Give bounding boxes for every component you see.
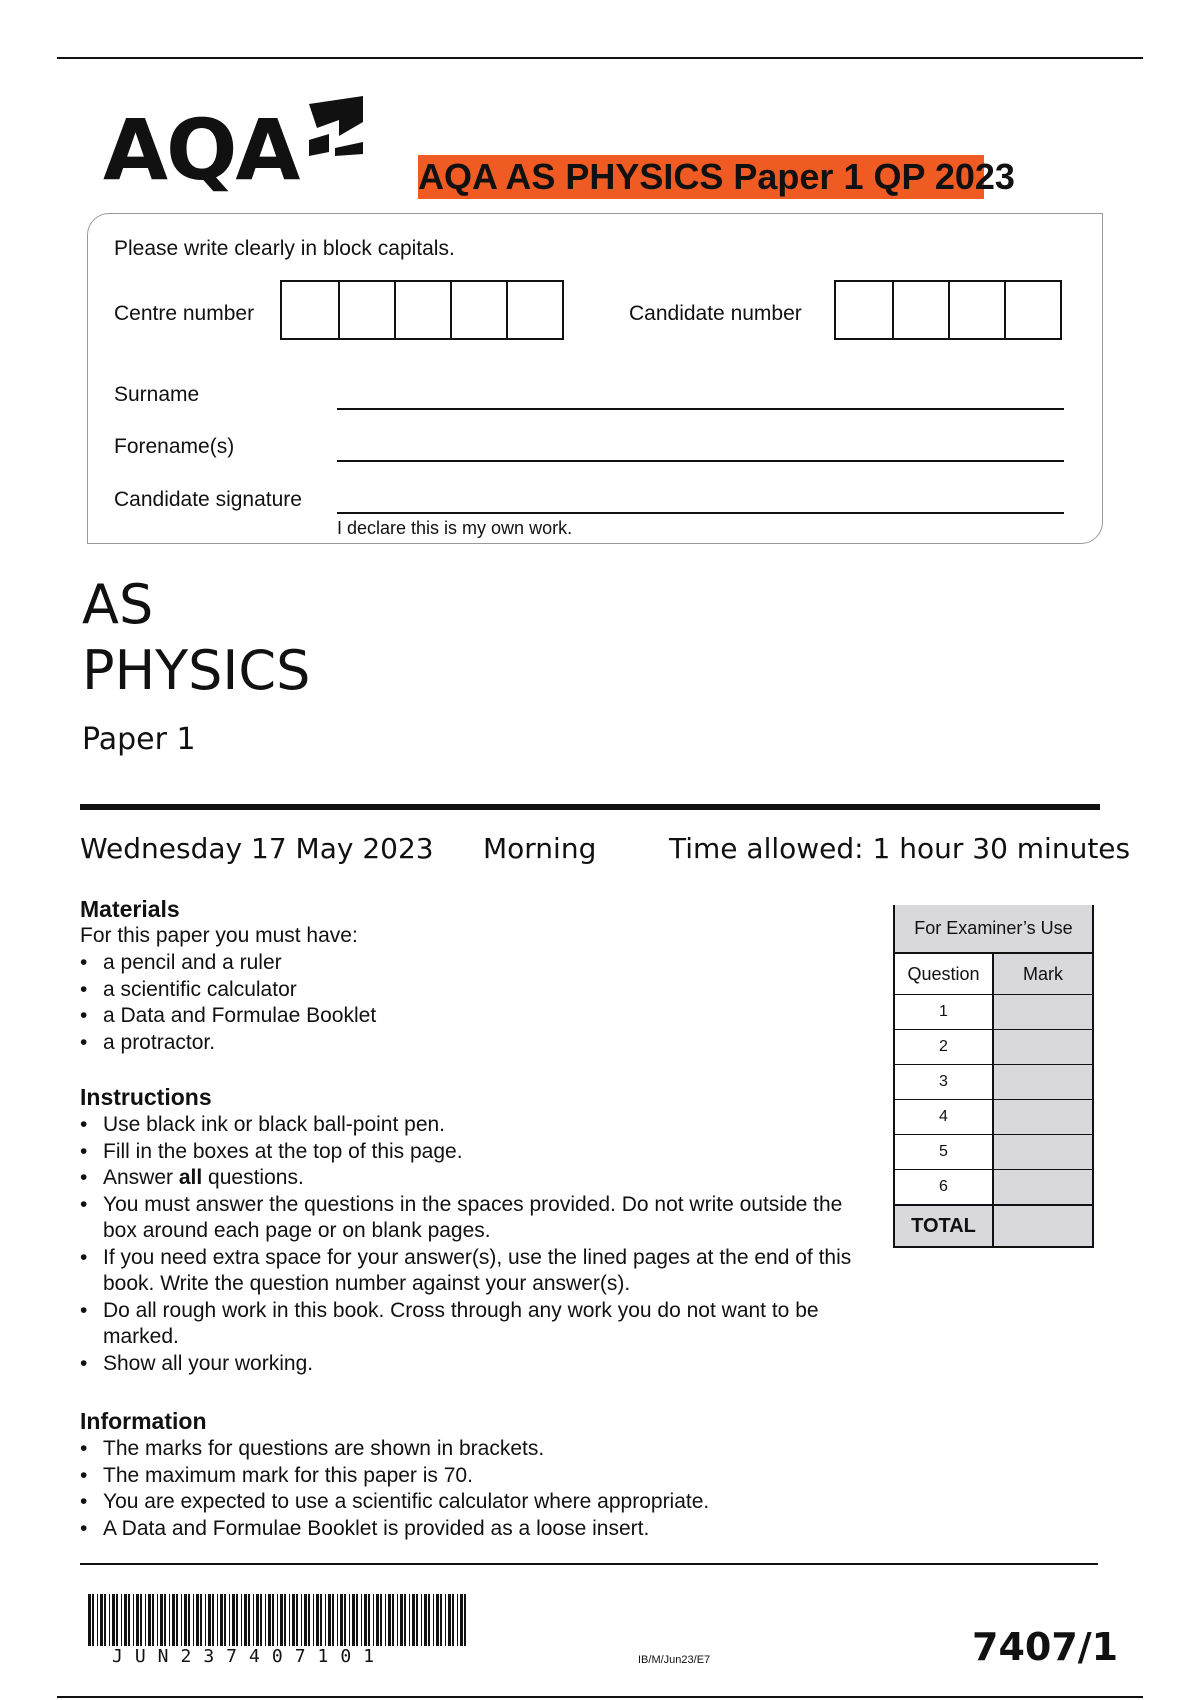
barcode-bar — [428, 1594, 430, 1646]
barcode-bar — [100, 1594, 103, 1646]
barcode-bar — [236, 1594, 238, 1646]
forename-label: Forename(s) — [114, 435, 235, 458]
document-reference: IB/M/Jun23/E7 — [638, 1654, 711, 1666]
barcode-bar — [133, 1594, 134, 1646]
question-number: 6 — [895, 1170, 994, 1204]
question-number: 4 — [895, 1100, 994, 1134]
list-item: • The maximum mark for this paper is 70. — [80, 1463, 880, 1490]
barcode-bar — [224, 1594, 226, 1646]
list-item: • You must answer the questions in the spaces provided. Do not write outside the box around each page or on blank pages. — [80, 1192, 860, 1245]
barcode-bar — [253, 1594, 254, 1646]
instructions-list — [80, 1112, 860, 1377]
candidate-number-label: Candidate number — [629, 302, 802, 325]
barcode-bar — [92, 1594, 94, 1646]
barcode-bar — [440, 1594, 442, 1646]
barcode-bar — [172, 1594, 175, 1646]
question-number: 2 — [895, 1030, 994, 1064]
list-item: • Do all rough work in this book. Cross through any work you do not want to be marked. — [80, 1298, 860, 1351]
materials-intro: For this paper you must have: — [80, 924, 358, 947]
barcode-bar — [448, 1594, 451, 1646]
candidate-number-digit[interactable] — [948, 282, 1004, 338]
barcode-bar — [284, 1594, 286, 1646]
list-item: • You are expected to use a scientific calculator where appropriate. — [80, 1489, 880, 1516]
barcode-bar — [316, 1594, 319, 1646]
barcode-bar — [260, 1594, 262, 1646]
barcode-bar — [328, 1594, 331, 1646]
candidate-number-boxes[interactable] — [834, 280, 1062, 340]
barcode-bar — [241, 1594, 242, 1646]
signature-label: Candidate signature — [114, 488, 302, 511]
barcode-bar — [157, 1594, 158, 1646]
barcode-bar — [445, 1594, 446, 1646]
barcode-bar — [188, 1594, 190, 1646]
list-item: • A Data and Formulae Booklet is provided as a loose insert. — [80, 1516, 880, 1543]
examiner-table-header — [895, 954, 1092, 995]
barcode-bar — [232, 1594, 235, 1646]
list-item: • Answer all questions. — [80, 1165, 860, 1192]
barcode-bar — [148, 1594, 151, 1646]
barcode-bar — [361, 1594, 362, 1646]
barcode-bar — [409, 1594, 410, 1646]
barcode-bar — [200, 1594, 202, 1646]
aqa-logo-mark-icon — [309, 96, 363, 156]
centre-number-digit[interactable] — [282, 282, 338, 338]
barcode-bar — [169, 1594, 170, 1646]
question-column-header: Question — [895, 954, 994, 994]
list-item: • a scientific calculator — [80, 977, 880, 1004]
barcode-bar — [104, 1594, 106, 1646]
table-row — [895, 1170, 1092, 1206]
barcode-bar — [416, 1594, 418, 1646]
barcode-bar — [145, 1594, 146, 1646]
barcode-bar — [277, 1594, 278, 1646]
mark-cell — [994, 995, 1092, 1029]
candidate-number-digit[interactable] — [892, 282, 948, 338]
barcode-bar — [433, 1594, 434, 1646]
time-allowed: Time allowed: 1 hour 30 minutes — [669, 832, 1131, 865]
document-title — [418, 155, 1015, 199]
subject-rule — [80, 804, 1100, 810]
barcode-bar — [388, 1594, 391, 1646]
mark-column-header: Mark — [994, 954, 1092, 994]
materials-list — [80, 950, 880, 1056]
barcode-bar — [121, 1594, 122, 1646]
exam-session: Morning — [483, 832, 597, 865]
subject-level: AS — [82, 573, 154, 636]
barcode-bar — [292, 1594, 295, 1646]
barcode-bar — [452, 1594, 454, 1646]
question-number: 3 — [895, 1065, 994, 1099]
barcode-bar — [88, 1594, 91, 1646]
paper-code: 7407/1 — [972, 1625, 1119, 1669]
barcode-bar — [208, 1594, 211, 1646]
barcode-bar — [193, 1594, 194, 1646]
list-item: • a pencil and a ruler — [80, 950, 880, 977]
barcode-bar — [248, 1594, 250, 1646]
barcode-bar — [373, 1594, 374, 1646]
top-rule — [57, 57, 1143, 59]
barcode-bar — [265, 1594, 266, 1646]
mark-cell — [994, 1135, 1092, 1169]
question-number: 5 — [895, 1135, 994, 1169]
barcode-bar — [436, 1594, 439, 1646]
barcode-bar — [116, 1594, 118, 1646]
table-row — [895, 995, 1092, 1030]
barcode-bar — [164, 1594, 166, 1646]
table-row — [895, 1030, 1092, 1065]
barcode-bar — [424, 1594, 427, 1646]
barcode-bar — [212, 1594, 214, 1646]
instructions-heading: Instructions — [80, 1084, 212, 1110]
barcode-bar — [385, 1594, 386, 1646]
barcode-bar — [268, 1594, 271, 1646]
barcode-bar — [308, 1594, 310, 1646]
question-number: 1 — [895, 995, 994, 1029]
centre-number-digit[interactable] — [394, 282, 450, 338]
mark-cell — [994, 1100, 1092, 1134]
mark-cell — [994, 1170, 1092, 1204]
barcode-bar — [152, 1594, 154, 1646]
list-item: • The marks for questions are shown in brackets. — [80, 1436, 880, 1463]
centre-number-label: Centre number — [114, 302, 255, 325]
total-mark-cell — [994, 1206, 1092, 1246]
barcode-bar — [244, 1594, 247, 1646]
information-list — [80, 1436, 880, 1542]
barcode-bar — [320, 1594, 322, 1646]
barcode-icon — [88, 1594, 468, 1646]
barcode-bar — [181, 1594, 182, 1646]
aqa-logo-text: AQA — [103, 101, 299, 199]
barcode-bar — [272, 1594, 274, 1646]
barcode-bar — [392, 1594, 394, 1646]
list-item: • Fill in the boxes at the top of this page. — [80, 1139, 860, 1166]
list-item: • Show all your working. — [80, 1351, 860, 1378]
barcode-bar — [460, 1594, 463, 1646]
barcode-bar — [376, 1594, 379, 1646]
barcode-bar — [301, 1594, 302, 1646]
bottom-rule — [57, 1696, 1143, 1698]
barcode-bar — [404, 1594, 406, 1646]
list-item: • a Data and Formulae Booklet — [80, 1003, 880, 1030]
table-row — [895, 1135, 1092, 1170]
candidate-number-digit[interactable] — [836, 282, 892, 338]
barcode-bar — [368, 1594, 370, 1646]
mark-cell — [994, 1065, 1092, 1099]
barcode-bar — [457, 1594, 458, 1646]
barcode-bar — [352, 1594, 355, 1646]
materials-heading: Materials — [80, 896, 180, 922]
barcode-bar — [176, 1594, 178, 1646]
barcode-bar — [356, 1594, 358, 1646]
barcode-bar — [196, 1594, 199, 1646]
barcode-bar — [400, 1594, 403, 1646]
barcode-bar — [296, 1594, 298, 1646]
barcode-bar — [229, 1594, 230, 1646]
barcode-bar — [160, 1594, 163, 1646]
barcode-bar — [337, 1594, 338, 1646]
barcode-bar — [313, 1594, 314, 1646]
examiner-table — [893, 905, 1094, 1248]
barcode-bar — [112, 1594, 115, 1646]
barcode-bar — [464, 1594, 466, 1646]
barcode-bar — [256, 1594, 259, 1646]
barcode-text: JUN237407101 — [112, 1646, 387, 1667]
candidate-number-digit[interactable] — [1004, 282, 1060, 338]
barcode-bar — [364, 1594, 367, 1646]
barcode-bar — [289, 1594, 290, 1646]
barcode-bar — [124, 1594, 127, 1646]
subject-name: PHYSICS — [82, 639, 311, 702]
examiner-table-title: For Examiner’s Use — [895, 905, 1092, 954]
barcode-bar — [349, 1594, 350, 1646]
barcode-bar — [340, 1594, 343, 1646]
surname-line[interactable] — [337, 408, 1064, 410]
barcode-bar — [184, 1594, 187, 1646]
total-label: TOTAL — [895, 1206, 994, 1246]
footer-rule — [80, 1563, 1098, 1565]
centre-number-digit[interactable] — [450, 282, 506, 338]
barcode-bar — [332, 1594, 334, 1646]
information-heading: Information — [80, 1408, 207, 1434]
document-title-text: AQA AS PHYSICS Paper 1 QP 2023 — [418, 156, 1015, 197]
table-row — [895, 1100, 1092, 1135]
surname-label: Surname — [114, 383, 200, 406]
centre-number-digit[interactable] — [506, 282, 562, 338]
mark-cell — [994, 1030, 1092, 1064]
barcode-bar — [397, 1594, 398, 1646]
barcode-bar — [304, 1594, 307, 1646]
total-row — [895, 1206, 1092, 1246]
block-capitals-instruction: Please write clearly in block capitals. — [114, 237, 455, 260]
list-item: • If you need extra space for your answer(s), use the lined pages at the end of this book. Write the question number against your answer(s). — [80, 1245, 860, 1298]
centre-number-digit[interactable] — [338, 282, 394, 338]
barcode-bar — [140, 1594, 142, 1646]
forename-line[interactable] — [337, 460, 1064, 462]
list-item: • Use black ink or black ball-point pen. — [80, 1112, 860, 1139]
paper-number: Paper 1 — [82, 722, 196, 757]
barcode-bar — [421, 1594, 422, 1646]
barcode-bar — [136, 1594, 139, 1646]
centre-number-boxes[interactable] — [280, 280, 564, 340]
barcode-bar — [109, 1594, 110, 1646]
barcode-bar — [128, 1594, 130, 1646]
barcode-bar — [280, 1594, 283, 1646]
signature-line[interactable] — [337, 512, 1064, 514]
barcode-bar — [344, 1594, 346, 1646]
barcode-bar — [97, 1594, 98, 1646]
barcode-bar — [325, 1594, 326, 1646]
declaration-text: I declare this is my own work. — [337, 518, 573, 538]
barcode-bar — [412, 1594, 415, 1646]
table-row — [895, 1065, 1092, 1100]
barcode-bar — [205, 1594, 206, 1646]
exam-date: Wednesday 17 May 2023 — [80, 832, 434, 865]
list-item: • a protractor. — [80, 1030, 880, 1057]
barcode-bar — [220, 1594, 223, 1646]
barcode-bar — [380, 1594, 382, 1646]
barcode-bar — [217, 1594, 218, 1646]
